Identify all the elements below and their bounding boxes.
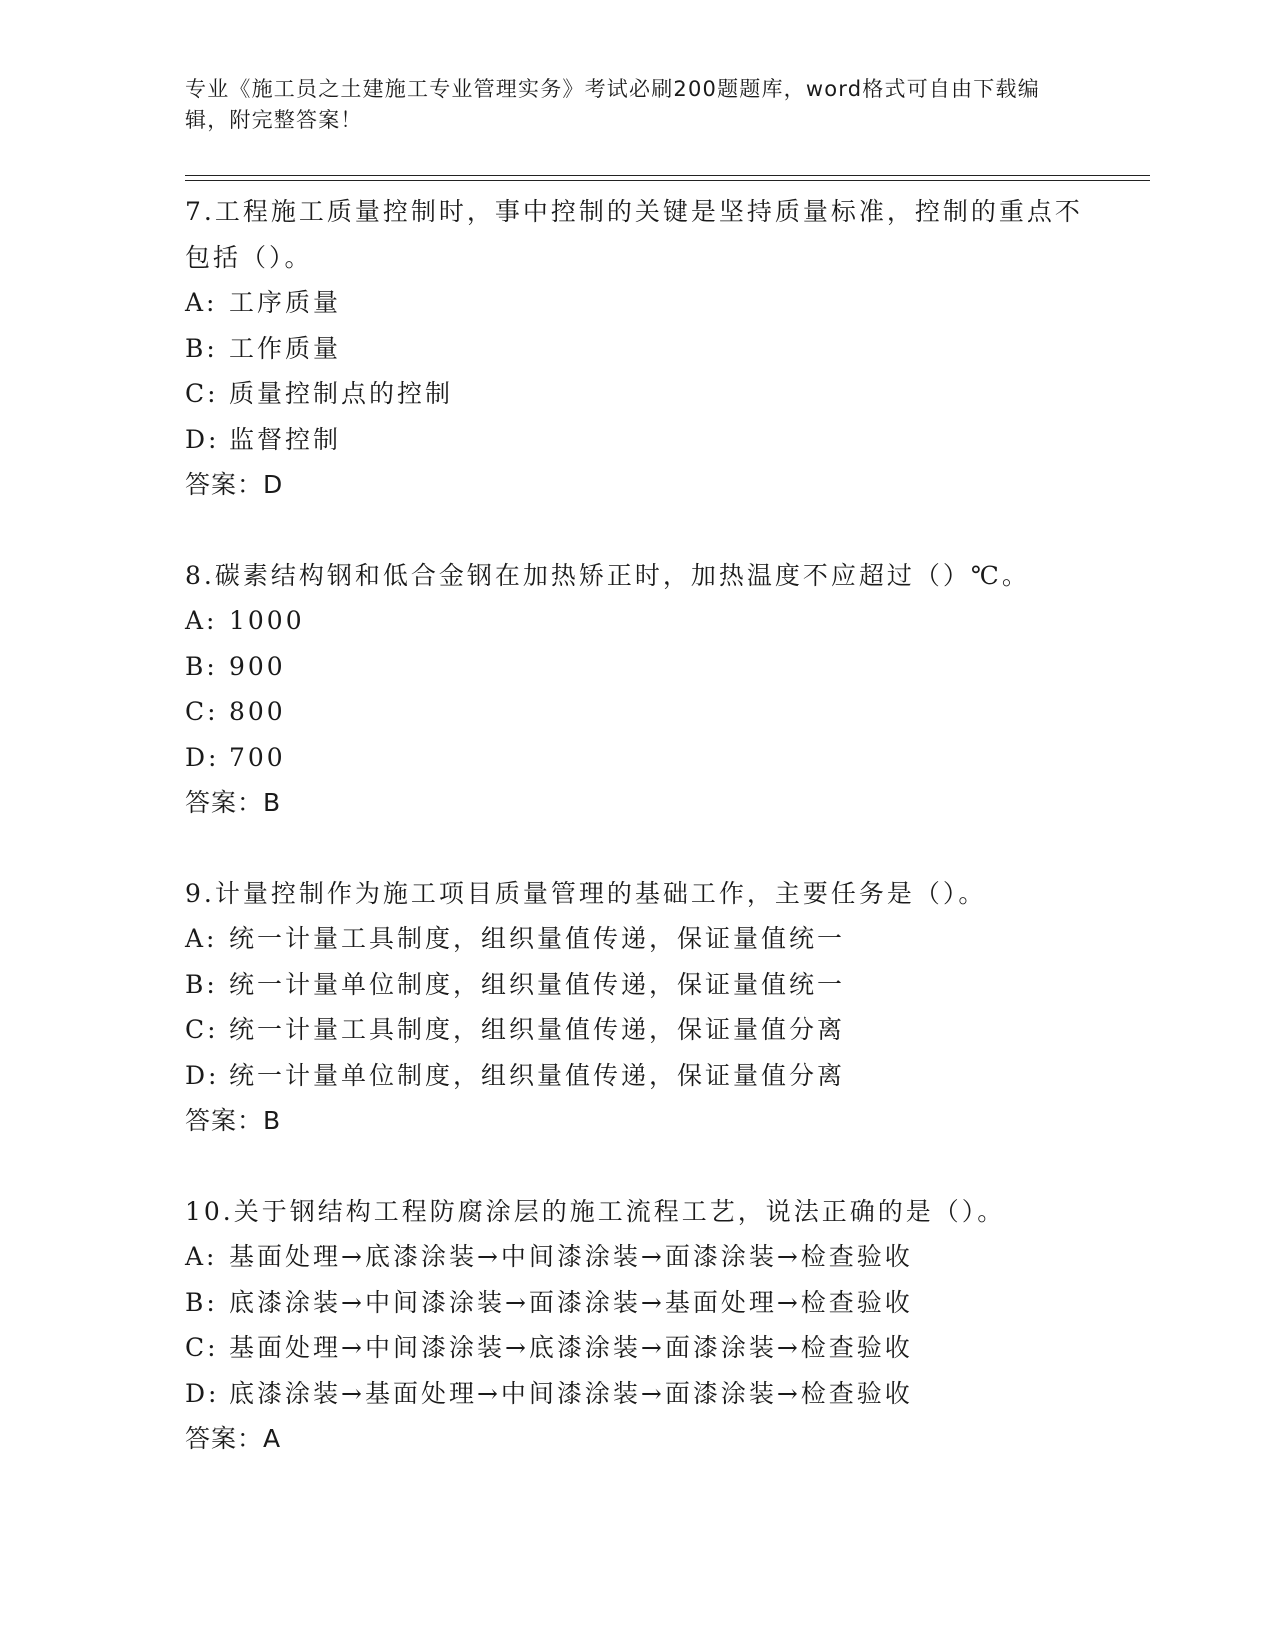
question-stem: 7.工程施工质量控制时，事中控制的关键是坚持质量标准，控制的重点不包括（）。 xyxy=(185,197,1083,272)
answer-line: 答案：D xyxy=(185,470,284,499)
option-a xyxy=(185,598,1085,644)
option-d xyxy=(185,1053,1085,1099)
option-d xyxy=(185,417,1085,463)
option-label: A: xyxy=(185,606,218,635)
option-text: 基面处理→底漆涂装→中间漆涂装→面漆涂装→检查验收 xyxy=(229,1242,913,1271)
option-label: C: xyxy=(185,1015,219,1044)
option-d xyxy=(185,735,1085,781)
question-8 xyxy=(185,553,1085,826)
option-text: 底漆涂装→中间漆涂装→面漆涂装→基面处理→检查验收 xyxy=(229,1287,913,1317)
option-label: A: xyxy=(185,1242,218,1271)
option-text: 底漆涂装→基面处理→中间漆涂装→面漆涂装→检查验收 xyxy=(229,1378,913,1408)
option-text: 1000 xyxy=(229,606,305,635)
option-text: 700 xyxy=(229,742,286,772)
option-label: D: xyxy=(185,424,220,454)
answer-line: 答案：B xyxy=(185,1106,282,1135)
option-text: 统一计量单位制度，组织量值传递，保证量值统一 xyxy=(229,969,846,999)
option-text: 统一计量工具制度，组织量值传递，保证量值分离 xyxy=(229,1015,846,1044)
option-text: 900 xyxy=(229,651,286,681)
header-divider-top xyxy=(185,175,1150,176)
option-text: 800 xyxy=(229,697,286,726)
option-label: B: xyxy=(185,333,218,363)
option-c xyxy=(185,1007,1085,1053)
option-a xyxy=(185,1234,1085,1280)
answer-line: 答案：A xyxy=(185,1424,282,1453)
question-list xyxy=(185,189,1085,1507)
option-a xyxy=(185,916,1085,962)
document-header: 专业《施工员之土建施工专业管理实务》考试必刷200题题库，word格式可自由下载编辑，附完整答案！ xyxy=(185,77,1040,132)
option-text: 统一计量单位制度，组织量值传递，保证量值分离 xyxy=(229,1060,846,1090)
option-a xyxy=(185,280,1085,326)
question-stem: 8.碳素结构钢和低合金钢在加热矫正时，加热温度不应超过（）℃。 xyxy=(185,560,1030,590)
option-text: 工序质量 xyxy=(229,288,342,317)
option-c xyxy=(185,689,1085,735)
option-label: D: xyxy=(185,742,220,772)
option-text: 基面处理→中间漆涂装→底漆涂装→面漆涂装→检查验收 xyxy=(229,1333,913,1362)
question-stem: 10.关于钢结构工程防腐涂层的施工流程工艺，说法正确的是（）。 xyxy=(185,1196,1006,1226)
option-c xyxy=(185,1325,1085,1371)
question-9 xyxy=(185,871,1085,1144)
option-label: A: xyxy=(185,924,218,953)
option-b xyxy=(185,1280,1085,1326)
option-label: B: xyxy=(185,1287,218,1317)
option-b xyxy=(185,326,1085,372)
option-label: B: xyxy=(185,969,218,999)
question-7 xyxy=(185,189,1085,508)
answer-line: 答案：B xyxy=(185,788,282,817)
option-label: B: xyxy=(185,651,218,681)
option-text: 工作质量 xyxy=(229,333,342,363)
question-10 xyxy=(185,1189,1085,1462)
option-label: C: xyxy=(185,1333,219,1362)
option-text: 质量控制点的控制 xyxy=(229,379,454,408)
option-b xyxy=(185,962,1085,1008)
option-label: C: xyxy=(185,697,219,726)
question-stem: 9.计量控制作为施工项目质量管理的基础工作，主要任务是（）。 xyxy=(185,878,987,908)
option-label: D: xyxy=(185,1060,220,1090)
option-b xyxy=(185,644,1085,690)
option-d xyxy=(185,1371,1085,1417)
option-text: 统一计量工具制度，组织量值传递，保证量值统一 xyxy=(229,924,846,953)
header-divider-bottom xyxy=(185,180,1150,181)
option-label: D: xyxy=(185,1378,220,1408)
option-label: A: xyxy=(185,288,218,317)
option-label: C: xyxy=(185,379,219,408)
option-text: 监督控制 xyxy=(229,424,342,454)
option-c xyxy=(185,371,1085,417)
